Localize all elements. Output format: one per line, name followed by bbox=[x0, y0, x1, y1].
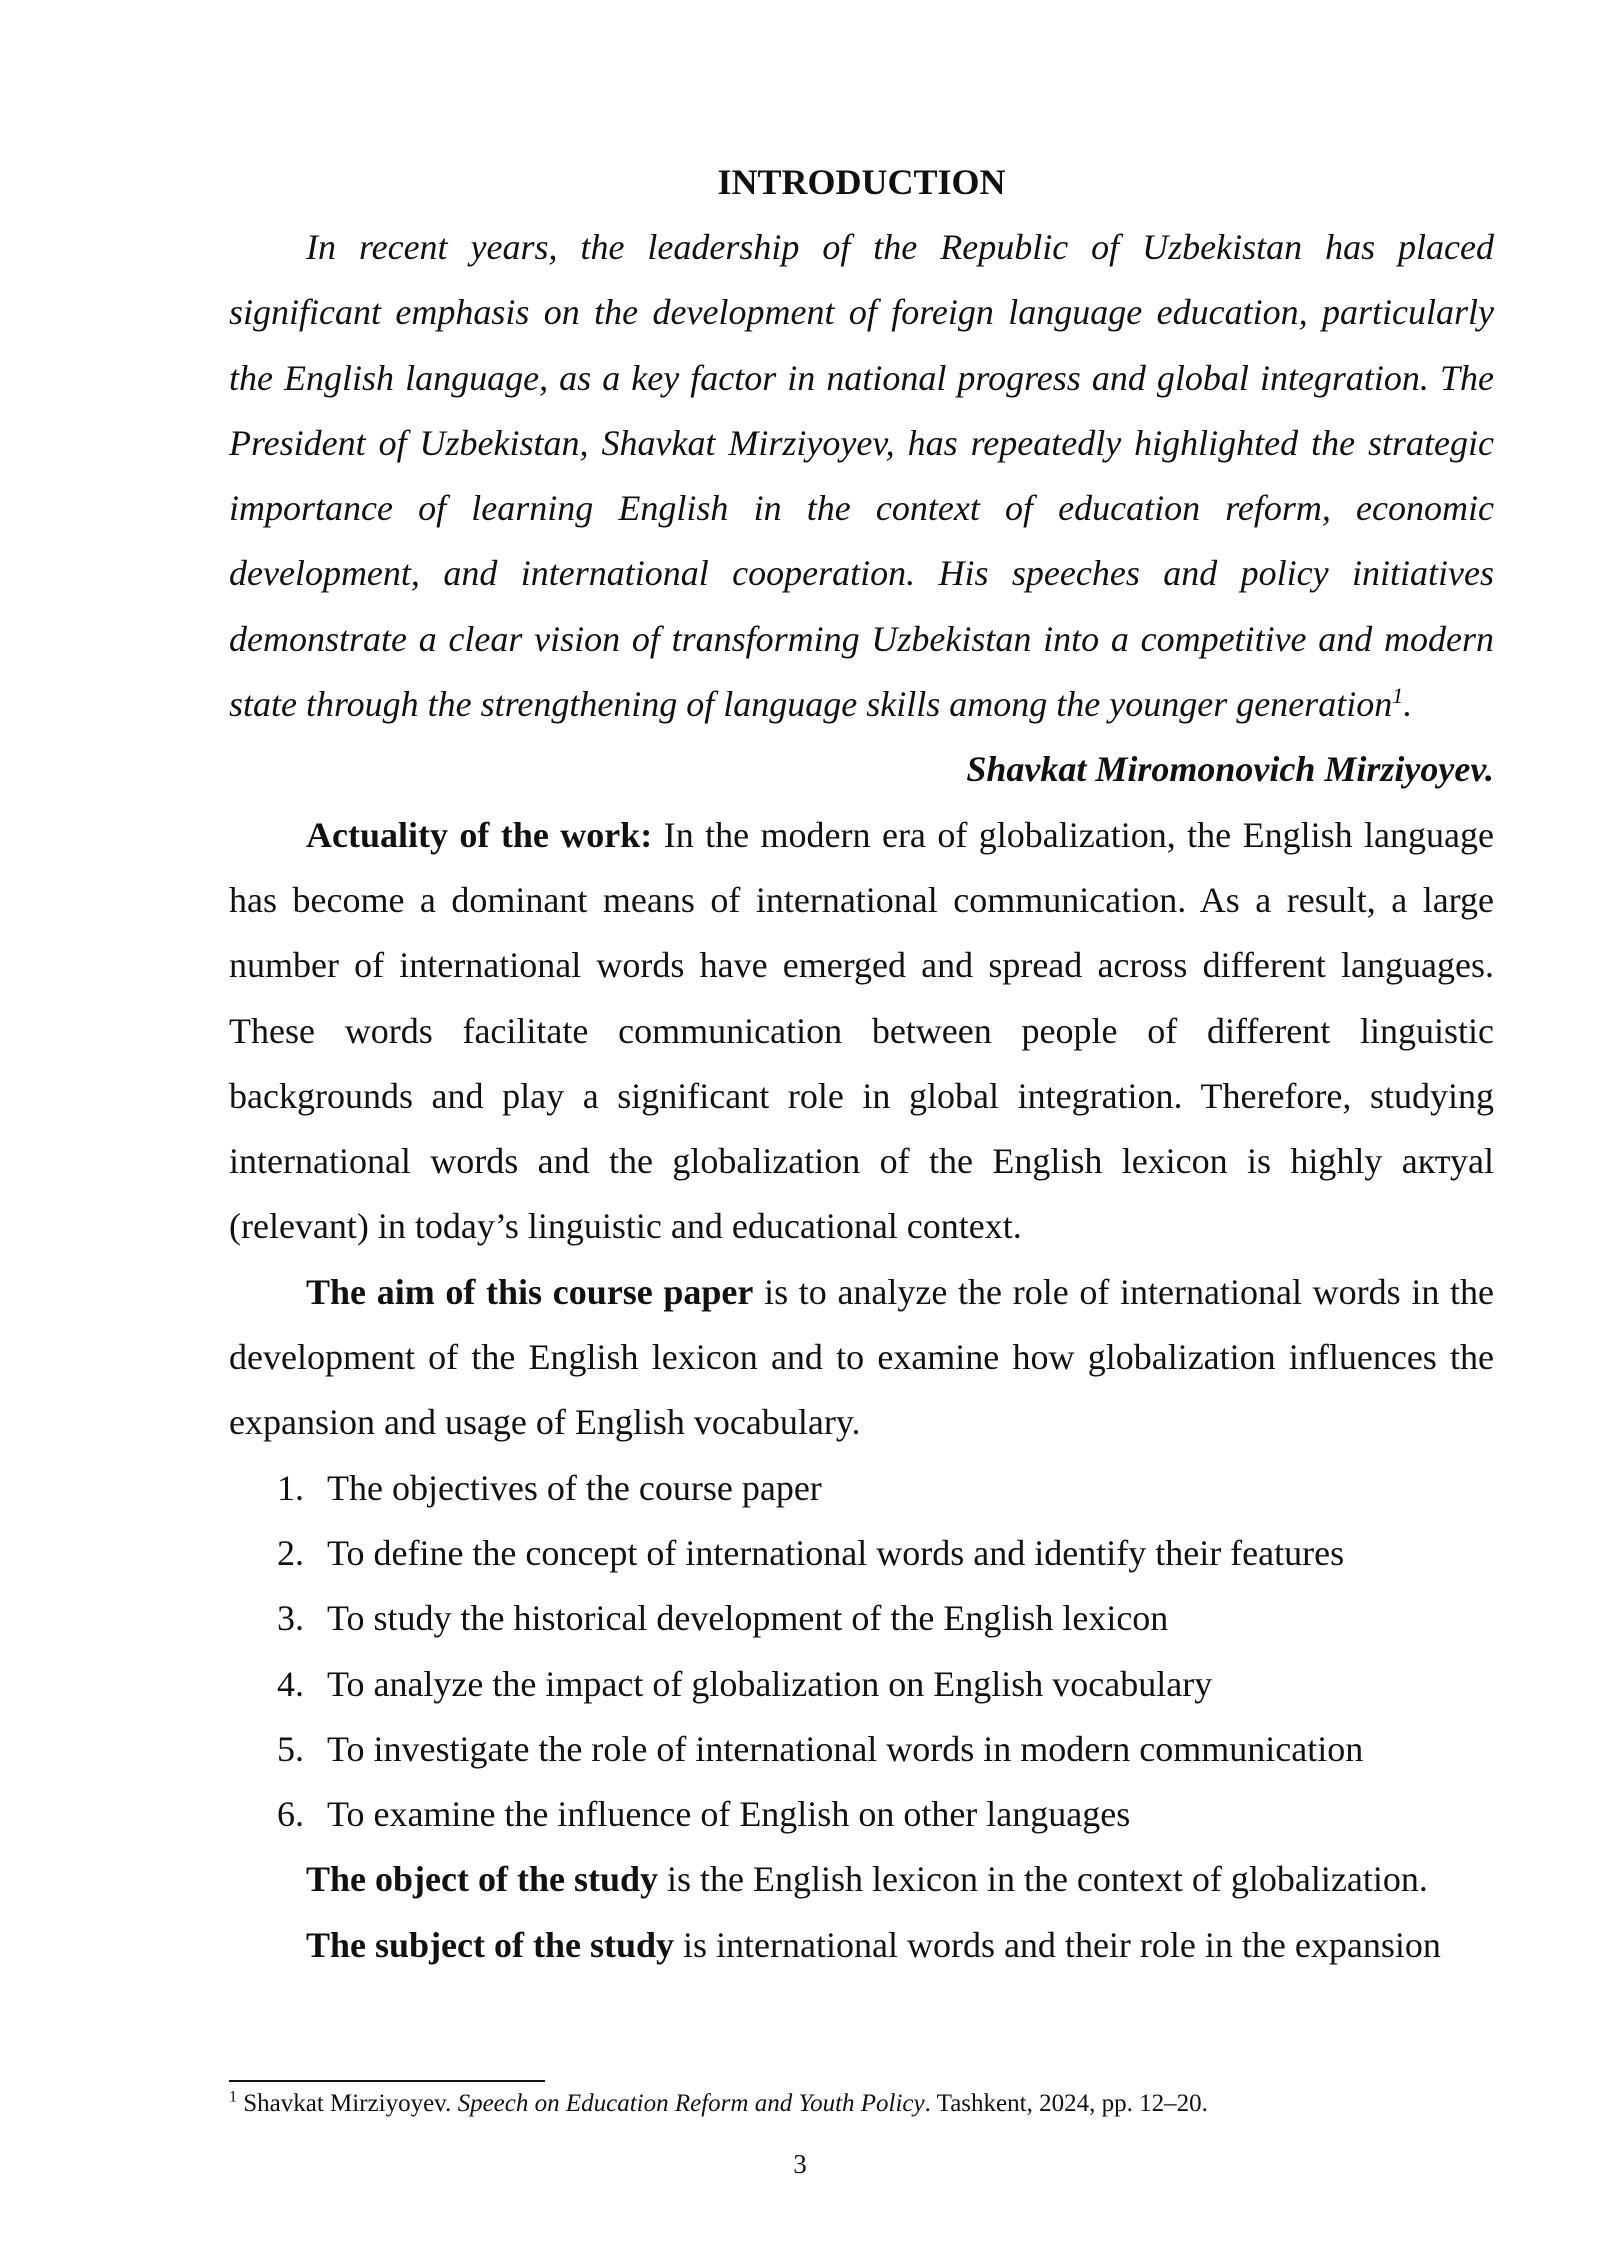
list-item bbox=[229, 1586, 1494, 1651]
list-item-text: To define the concept of international words and identify their features bbox=[327, 1532, 1345, 1573]
aim-text: is to analyze the role of international words in the development of the English lexicon and to examine how globalization influences the expansion and usage of English vocabulary. bbox=[229, 1271, 1494, 1443]
intro-text: In recent years, the leadership of the Republic of Uzbekistan has placed significant emphasis on the development of foreign language education, particularly the English language, as a key factor in national progress and global integration. The President of Uzbekistan, Shavkat Mirziyoyev, has repeatedly highlighted the strategic importance of learning English in the context of education reform, economic development, and international cooperation. His speeches and policy initiatives demonstrate a clear vision of transforming Uzbekistan into a competitive and modern state through the strengthening of language skills among the younger generation bbox=[229, 227, 1494, 725]
list-item-number: 5. bbox=[277, 1728, 304, 1769]
list-item bbox=[229, 1456, 1494, 1521]
footnote-details: . Tashkent, 2024, pp. 12–20. bbox=[924, 2090, 1208, 2117]
footnote bbox=[229, 2086, 1494, 2122]
list-item bbox=[229, 1782, 1494, 1847]
list-item bbox=[229, 1717, 1494, 1782]
actuality-paragraph bbox=[229, 803, 1494, 1260]
footnote-work-title: Speech on Education Reform and Youth Policy bbox=[457, 2090, 925, 2117]
signature: Shavkat Miromonovich Mirziyoyev. bbox=[966, 749, 1494, 790]
footnote-divider bbox=[229, 2080, 545, 2082]
list-item-number: 3. bbox=[277, 1598, 304, 1639]
actuality-text: In the modern era of globalization, the English language has become a dominant means of international communication. As a result, a large number of international words have emerged and spread across different languages. These words facilitate communication between people of different linguistic backgrounds and play a significant role in global integration. Therefore, studying international words and the globalization of the English lexicon is highly актуal (relevant) in today’s linguistic and educational context. bbox=[229, 814, 1494, 1247]
section-title: INTRODUCTION bbox=[717, 162, 1006, 202]
list-item-number: 1. bbox=[277, 1467, 304, 1508]
subject-paragraph bbox=[229, 1913, 1494, 1978]
list-item-number: 6. bbox=[277, 1794, 304, 1835]
footnote-author: Shavkat Mirziyoyev. bbox=[237, 2090, 458, 2117]
subject-text: is international words and their role in the expansion bbox=[674, 1924, 1441, 1965]
body-text bbox=[229, 150, 1494, 1978]
intro-paragraph bbox=[229, 215, 1494, 737]
list-item-text: To investigate the role of international words in modern communication bbox=[327, 1728, 1364, 1769]
list-item bbox=[229, 1652, 1494, 1717]
page-number: 3 bbox=[793, 2149, 807, 2179]
list-item-text: The objectives of the course paper bbox=[327, 1467, 822, 1508]
list-item-number: 4. bbox=[277, 1663, 304, 1704]
list-item-number: 2. bbox=[277, 1532, 304, 1573]
objectives-list bbox=[229, 1456, 1494, 1848]
list-item-text: To study the historical development of the English lexicon bbox=[327, 1598, 1169, 1639]
list-item bbox=[229, 1521, 1494, 1586]
aim-paragraph bbox=[229, 1260, 1494, 1456]
footnote-reference[interactable]: 1 bbox=[1392, 683, 1404, 709]
intro-end: . bbox=[1403, 684, 1413, 725]
actuality-label: Actuality of the work: bbox=[306, 814, 653, 855]
subject-label: The subject of the study bbox=[306, 1924, 675, 1965]
footnote-marker: 1 bbox=[229, 2088, 237, 2106]
object-text: is the English lexicon in the context of globalization. bbox=[657, 1859, 1428, 1900]
object-paragraph bbox=[229, 1847, 1494, 1912]
aim-label: The aim of this course paper bbox=[306, 1271, 754, 1312]
list-item-text: To examine the influence of English on other languages bbox=[327, 1794, 1131, 1835]
list-item-text: To analyze the impact of globalization on English vocabulary bbox=[327, 1663, 1213, 1704]
object-label: The object of the study bbox=[306, 1859, 658, 1900]
